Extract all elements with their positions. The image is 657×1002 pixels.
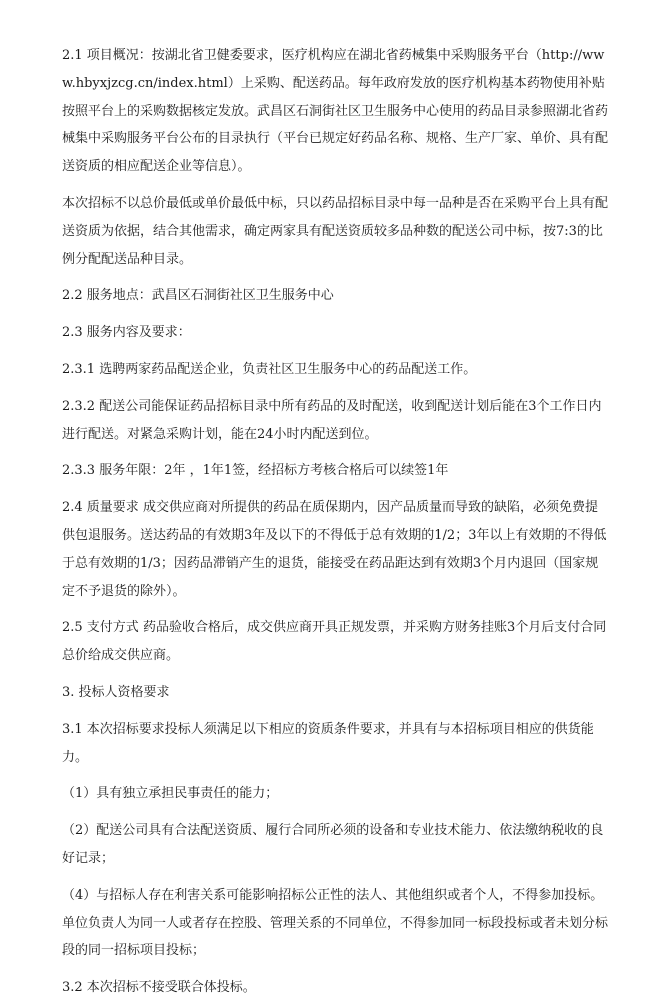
- qualification-3-1-paragraph: 3.1 本次招标要求投标人须满足以下相应的资质条件要求，并具有与本招标项目相应的供货能力。: [62, 721, 594, 765]
- award-rule-paragraph: 本次招标不以总价最低或单价最低中标，只以药品招标目录中每一品种是否在采购平台上具有配送资质为依据，结合其他需求，确定两家具有配送资质较多品种数的配送公司中标，按7:3的比例分配配送品种目录。: [62, 195, 609, 267]
- qualification-item-4: （4）与招标人存在利害关系可能影响招标公正性的法人、其他组织或者个人，不得参加投标。单位负责人为同一人或者存在控股、管理关系的不同单位，不得参加同一标段投标或者未划分标段的同一招标项目投标；: [62, 887, 609, 959]
- payment-method-paragraph: 2.5 支付方式 药品验收合格后，成交供应商开具正规发票，并采购方财务挂账3个月后支付合同总价给成交供应商。: [62, 620, 607, 664]
- service-location-paragraph: 2.2 服务地点：武昌区石洞街社区卫生服务中心: [62, 288, 334, 304]
- qualification-item-2: （2）配送公司具有合法配送资质、履行合同所必须的设备和专业技术能力、依法缴纳税收的良好记录；: [62, 823, 604, 866]
- project-overview-paragraph: 2.1 项目概况：按湖北省卫健委要求，医疗机构应在湖北省药械集中采购服务平台（http://www.hbyxjzcg.cn/index.html）上采购、配送药品。每年政府发放的医疗机构基本药物使用补贴按照平台上的采购数据核定发放。武昌区石洞街社区卫生服务中心使用的药品目录参照湖北省药械集中采购服务平台公布的目录执行（平台已规定好药品名称、规格、生产厂家、单价、具有配送资质的相应配送企业等信息）。: [62, 48, 609, 175]
- no-consortium-paragraph: 3.2 本次招标不接受联合体投标。: [62, 980, 256, 996]
- service-item-2-3-2: 2.3.2 配送公司能保证药品招标目录中所有药品的及时配送，收到配送计划后能在3个工作日内进行配送。对紧急采购计划，能在24小时内配送到位。: [62, 398, 602, 442]
- service-item-2-3-1: 2.3.1 选聘两家药品配送企业，负责社区卫生服务中心的药品配送工作。: [62, 361, 477, 377]
- qualification-item-1: （1）具有独立承担民事责任的能力；: [62, 786, 279, 802]
- service-content-heading: 2.3 服务内容及要求：: [62, 325, 191, 341]
- bidder-qualification-heading: 3. 投标人资格要求: [62, 684, 170, 700]
- service-item-2-3-3: 2.3.3 服务年限：2年 ，1年1签，经招标方考核合格后可以续签1年: [62, 463, 449, 479]
- quality-requirement-paragraph: 2.4 质量要求 成交供应商对所提供的药品在质保期内，因产品质量而导致的缺陷，必须免费提供包退服务。送达药品的有效期3年及以下的不得低于总有效期的1/2；3年以上有效期的不得低于总有效期的1/3；因药品滞销产生的退货，能接受在药品距达到有效期3个月内退回（国家规定不予退货的除外）。: [62, 500, 607, 599]
